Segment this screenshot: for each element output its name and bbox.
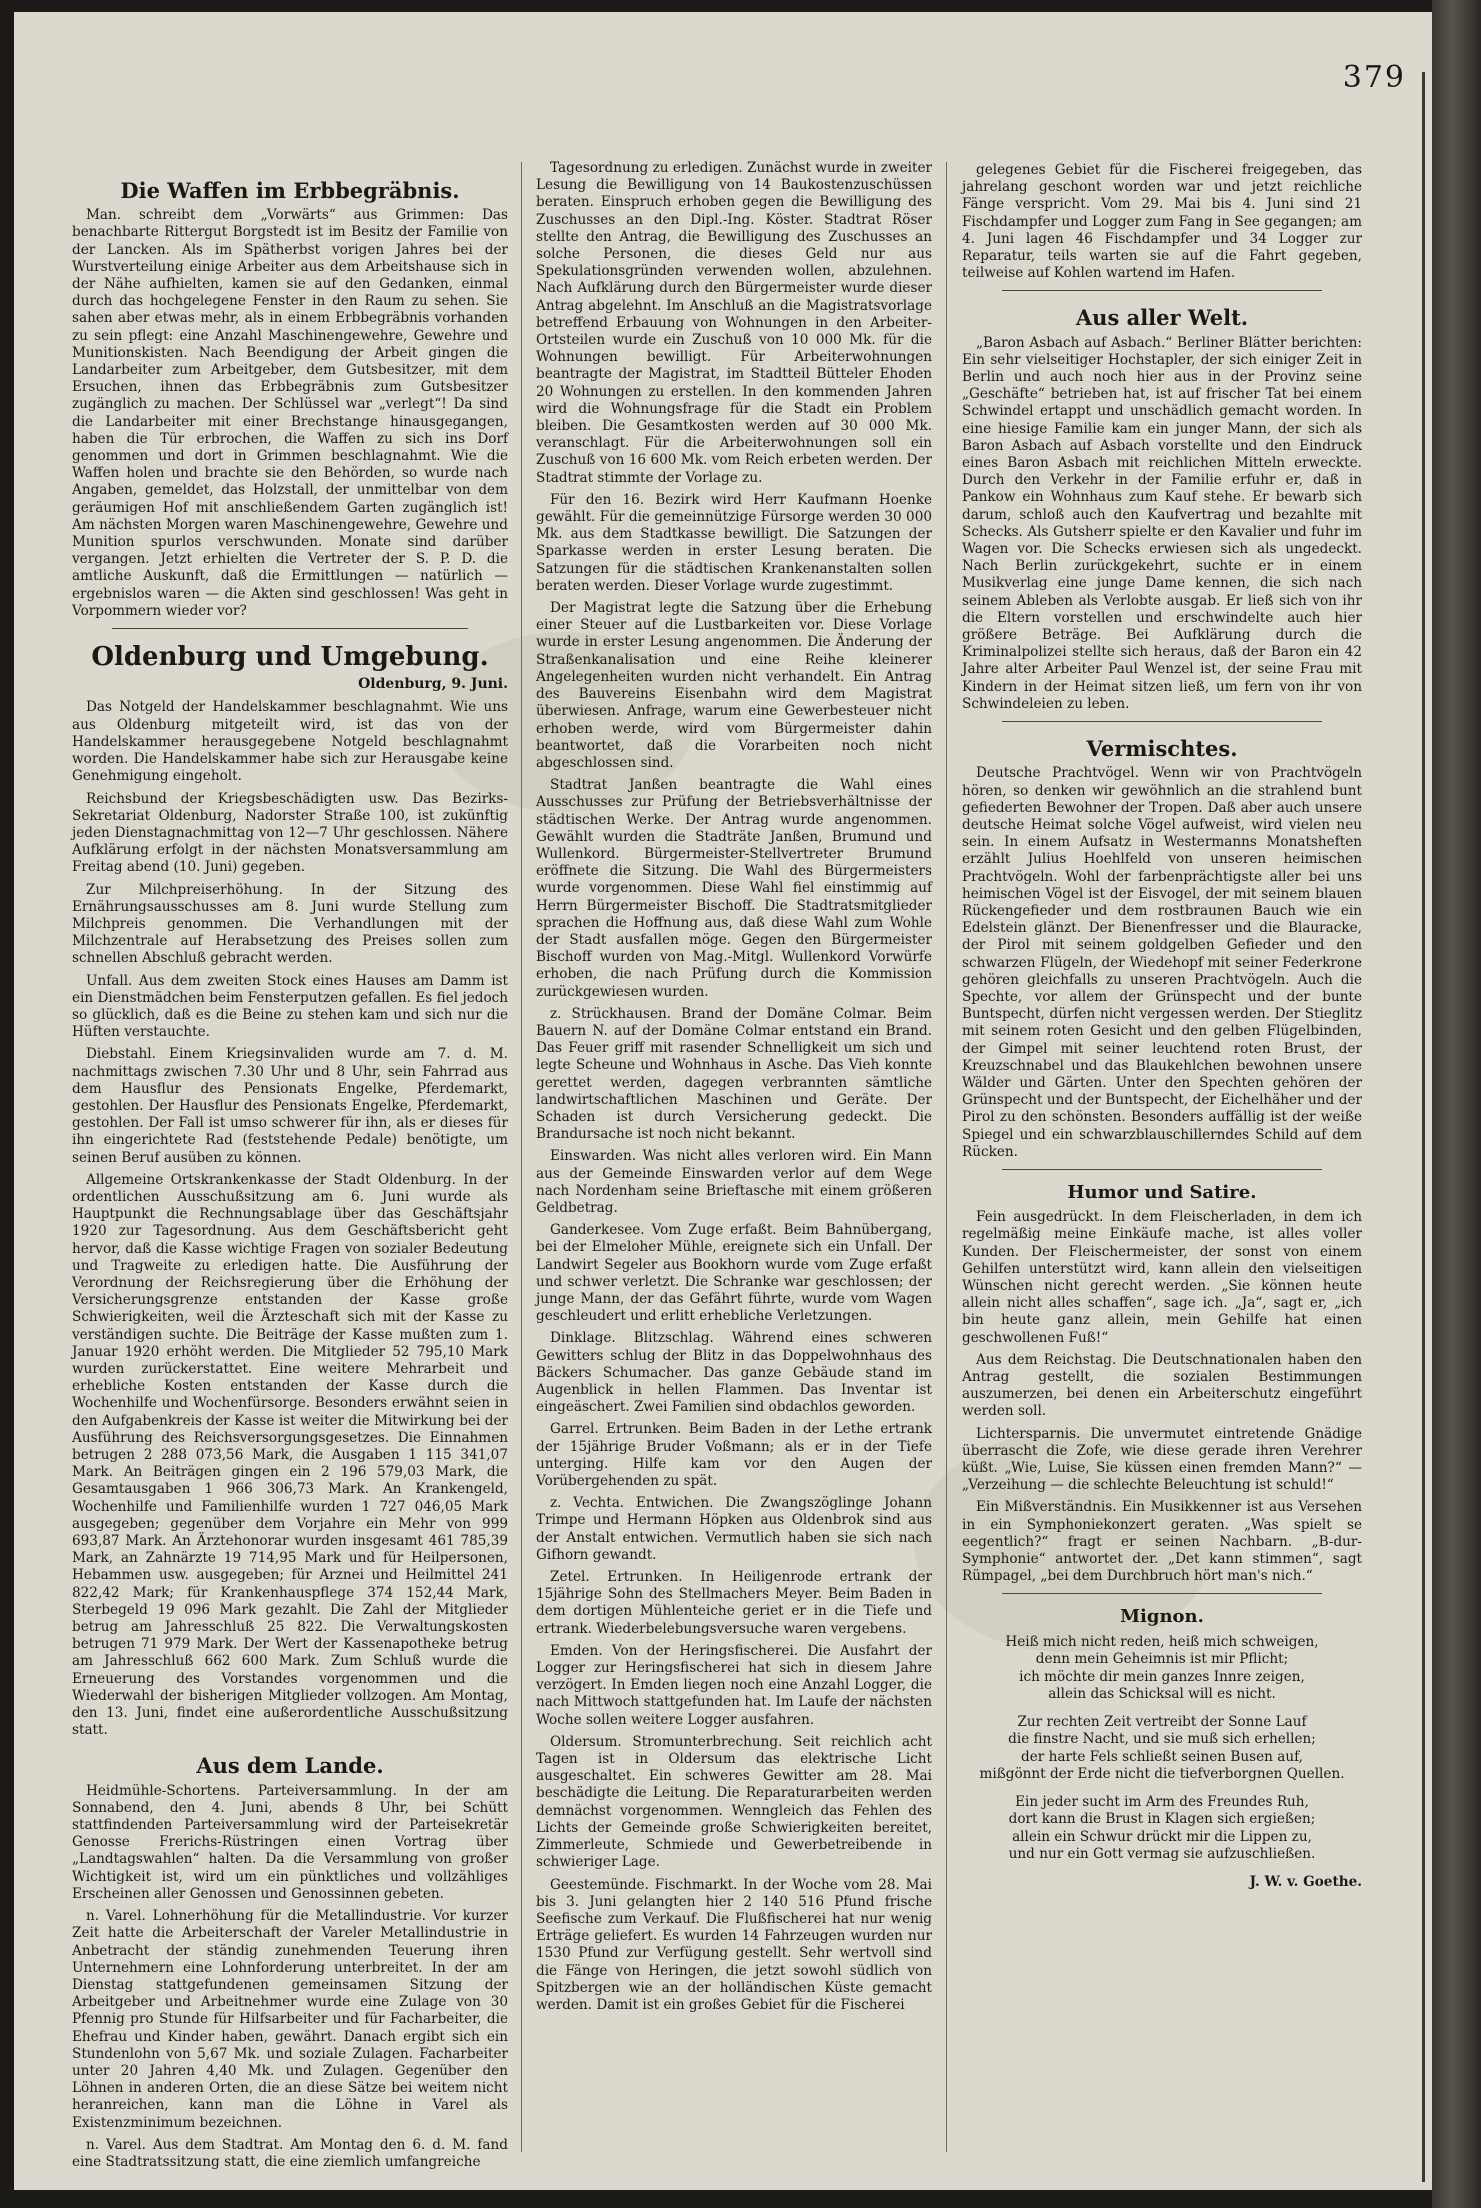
news-item: Reichsbund der Kriegsbeschädigten usw. Das Bezirks-Sekretariat Oldenburg, Nadorster Straße 100, ist zukünftig jeden Dienstagnachmittag von 12—7 Uhr geschlossen. Nähere Aufklärung erfolgt in der nächsten Monatsversammlung am Freitag abend (10. Juni) gegeben. bbox=[72, 790, 508, 876]
poem-title: Mignon. bbox=[1120, 1606, 1204, 1628]
poem-line: dort kann die Brust in Klagen sich ergießen; bbox=[1008, 1811, 1316, 1828]
news-item: Der Magistrat legte die Satzung über die Erhebung einer Steuer auf die Lustbarkeiten vor. Diese Vorlage wurde in erster Lesung angenommen. Die Änderung der Straßenkanalisation und eine Reihe kleinerer Angelegenheiten wurden nicht verhandelt. Ein Antrag des Bauvereins Eisenbahn wird dem Magistrat überwiesen. Anfrage, warum eine Gewerbesteuer nicht erhoben werde, wird vom Bürgermeister dahin beantwortet, daß die Vorarbeiten noch nicht abgeschlossen sind. bbox=[536, 600, 932, 771]
news-item: Für den 16. Bezirk wird Herr Kaufmann Hoenke gewählt. Für die gemeinnützige Fürsorge werden 30 000 Mk. aus dem Stadtkasse bewilligt. Die Satzungen der Sparkasse werden in erster Lesung beraten. Die Satzungen für die städtischen Krankenanstalten sollen beraten werden. Dieser Vorlage wurde zugestimmt. bbox=[536, 491, 932, 594]
poem-line: und nur ein Gott vermag sie aufzuschließen. bbox=[1008, 1846, 1316, 1863]
article-body-waffen: Man. schreibt dem „Vorwärts“ aus Grimmen: Das benachbarte Rittergut Borgstedt ist im Besitz der Familie von der Lancken. Als im Spätherbst vorigen Jahres bei der Wurstverteilung einige Arbeiter aus dem Arbeitshause sich in der Nähe aufhielten, kamen sie auf den Gedanken, einmal durch das hochgelegene Fenster in den Raum zu sehen. Sie sahen aber etwas mehr, als in einem Erbbegräbnis vorhanden zu sein pflegt: eine Anzahl Maschinengewehre, Gewehre und Munitionskisten. Nach Beendigung der Arbeit gingen die Landarbeiter zum Arbeitgeber, dem Gutsbesitzer, mit dem Ersuchen, ihnen das Erbbegräbnis zum Gutsbesitzer zugänglich zu machen. Der Schlüssel war „verlegt“! Da sind die Landarbeiter mit einer Brechstange hinausgegangen, haben die Tür erbrochen, die Waffen zu sich ins Dorf genommen und dort in Grimmen beschlagnahmt. Wie die Waffen holen und brachte sie den Behörden, so wurde nach Angaben, gemeldet, das Holzstall, der unmittelbar von dem geräumigen Hof mit anschließendem Garten zugänglich ist! Am nächsten Morgen waren Maschinengewehre, Gewehre und Munition spurlos verschwunden. Monate sind darüber vergangen. Jetzt erhielten die Vertreter der S. P. D. die amtliche Auskunft, daß die Ermittlungen — natürlich — ergebnislos waren — die Akten sind geschlossen! Was geht in Vorpommern wieder vor? bbox=[72, 207, 508, 619]
poem-stanza bbox=[962, 1634, 1362, 1704]
news-item: Garrel. Ertrunken. Beim Baden in der Lethe ertrank der 15jährige Bruder Voßmann; als er in der Tiefe unterging. Hilfe kam vor den Augen der Vorübergehenden zu spät. bbox=[536, 1421, 932, 1490]
news-item: Oldersum. Stromunterbrechung. Seit reichlich acht Tagen ist in Oldersum das elektrische Licht ausgeschaltet. Ein schweres Gewitter am 28. Mai beschädigte die Leitung. Die Reparaturarbeiten werden demnächst vorgenommen. Wenngleich das Fehlen des Lichts der Gemeinde große Schwierigkeiten bereitet, Zimmerleute, Schmiede und Gewerbetreibende in schwieriger Lage. bbox=[536, 1733, 932, 1871]
news-item: Emden. Von der Heringsfischerei. Die Ausfahrt der Logger zur Heringsfischerei hat sich in diesem Jahre verzögert. In Emden liegen noch eine Anzahl Logger, die nach Mittwoch stattgefunden hat. Im Laufe der nächsten Woche sollen weitere Logger ausfahren. bbox=[536, 1642, 932, 1728]
section-title-oldenburg: Oldenburg und Umgebung. bbox=[91, 642, 489, 673]
news-item: Allgemeine Ortskrankenkasse der Stadt Oldenburg. In der ordentlichen Ausschußsitzung am 6. Juni wurde als Hauptpunkt die Rechnungsablage über das Geschäftsjahr 1920 zur Tagesordnung. Aus dem Geschäftsbericht geht hervor, daß die Kasse wichtige Fragen von sozialer Bedeutung und Tragweite zu erledigen hatte. Die Ausführung der Verordnung der Reichsregierung über die Erhöhung der Versicherungsgrenze entstanden der Kasse große Schwierigkeiten, weil die Ärzteschaft sich mit der Kasse zu verständigen suchte. Die Beiträge der Kasse mußten zum 1. Januar 1920 erhöht werden. Die Mitglieder 52 795,10 Mark wurden zurückerstattet. Eine weitere Mehrarbeit und erhebliche Kosten entstanden der Kasse durch die Wochenhilfe und Wochenfürsorge. Besonders erwähnt seien in den Aufgabenkreis der Kasse ist weiter die Mitwirkung bei der Ausführung des Reichsversorgungsgesetzes. Die Einnahmen betrugen 2 288 073,56 Mark, die Ausgaben 1 115 341,07 Mark. An Beiträgen gingen ein 2 196 579,03 Mark, die Gesamtausgaben 1 966 306,73 Mark. An Krankengeld, Wochenhilfe und Familienhilfe wurden 1 727 046,05 Mark ausgegeben; gegenüber dem Vorjahre ein Mehr von 999 693,87 Mark. An Ärztehonorar wurden insgesamt 461 785,39 Mark, an Zahnärzte 19 714,95 Mark und für Heilpersonen, Hebammen usw. ausgegeben; für Arznei und Heilmittel 241 822,42 Mark; für Krankenhauspflege 374 152,44 Mark, Sterbegeld 19 096 Mark gezahlt. Die Zahl der Mitglieder betrug am Jahresschluß 25 822. Die Verwaltungskosten betrugen 71 979 Mark. Der Wert der Kassenapotheke betrug am Jahresschluß 662 600 Mark. Zum Schluß wurde die Erneuerung des Vorstandes vorgenommen und die Wiederwahl der bisherigen Mitglieder vollzogen. Am Montag, den 13. Juni, findet eine außerordentliche Ausschußsitzung statt. bbox=[72, 1171, 508, 1739]
news-item: n. Varel. Lohnerhöhung für die Metallindustrie. Vor kurzer Zeit hatte die Arbeiterschaft der Vareler Metallindustrie in Anbetracht der ständig zunehmenden Teuerung ihren Unternehmern eine Lohnforderung unterbreitet. In der am Dienstag stattgefundenen gemeinsamen Sitzung der Arbeitgeber und Arbeitnehmer wurde eine Zulage von 30 Pfennig pro Stunde für Hilfsarbeiter und für Facharbeiter, die Ehefrau und Kinder haben, gewährt. Danach ergibt sich ein Stundenlohn von 5,67 Mk. und soziale Zulagen. Facharbeiter unter 20 Jahren 4,40 Mk. und Zulagen. Gegenüber den Löhnen in anderen Orten, die an diese Sätze bei weitem nicht heranreichen, kann man die Löhne in Varel als Existenzminimum bezeichnen. bbox=[72, 1908, 508, 2131]
newspaper-page bbox=[14, 12, 1432, 2190]
poem-line: denn mein Geheimnis ist mir Pflicht; bbox=[1035, 1651, 1289, 1668]
news-item: Zetel. Ertrunken. In Heiligenrode ertrank der 15jährige Sohn des Stellmachers Meyer. Beim Baden in dem dortigen Mühlenteiche geriet er in die Tiefe und ertrank. Wiederbelebungsversuche waren vergebens. bbox=[536, 1569, 932, 1637]
poem-stanza bbox=[962, 1714, 1362, 1784]
divider bbox=[1002, 721, 1322, 722]
binding-edge bbox=[1432, 0, 1481, 2208]
divider bbox=[1002, 1169, 1322, 1170]
news-item: Geestemünde. Fischmarkt. In der Woche vom 28. Mai bis 3. Juni gelangten hier 2 140 516 Pfund frische Seefische zum Verkauf. Die Flußfischerei hat nur wenig Erträge geliefert. Es wurden 14 Fahrzeugen wurden nur 1530 Pfund zur Verfügung gestellt. Sehr wertvoll sind die Fänge von Heringen, die jetzt sowohl südlich von Spitzbergen wie an der holländischen Küste gemacht werden. Damit ist ein großes Gebiet für die Fischerei bbox=[536, 1876, 932, 2013]
divider bbox=[1002, 290, 1322, 291]
article-body-welt: „Baron Asbach auf Asbach.“ Berliner Blätter berichten: Ein sehr vielseitiger Hochstapler, der sich einiger Zeit in Berlin und auch noch hier aus in der Provinz seine „Geschäfte“ betrieben hat, ist auf frischer Tat bei einem Schwindel ertappt und unschädlich gemacht worden. In eine hiesige Familie kam ein junger Mann, der sich als Baron Asbach auf Asbach vorstellte und den Eindruck eines Baron Asbach mit reichlichen Mitteln erweckte. Durch den Verkehr in der Familie erfuhr er, daß in Pankow ein Wohnhaus zum Kauf stehe. Er bewarb sich darum, schloß auch den Kaufvertrag und bezahlte mit Schecks. Als Gutsherr spielte er den Kavalier und fuhr im Wagen vor. Die Schecks erwiesen sich als ungedeckt. Nach Berlin zurückgekehrt, suchte er in einem Musikverlag eine junge Dame kennen, die sich nach seinem Ableben als Verlobte ausgab. Er ließ sich von ihr die Eltern vorstellen und erschwindelte auch hier größere Beträge. Bei Aufklärung durch die Kriminalpolizei stellte sich heraus, daß der Baron ein 42 Jahre alter Arbeiter Paul Wenzel ist, der seine Frau mit Kindern in der Heimat sitzen ließ, um fern von ihr von Schwindeleien zu leben. bbox=[962, 334, 1362, 712]
poem-line: Zur rechten Zeit vertreibt der Sonne Lauf bbox=[1017, 1713, 1307, 1730]
news-item: Stadtrat Janßen beantragte die Wahl eines Ausschusses zur Prüfung der Betriebsverhältnisse der städtischen Werke. Der Antrag wurde angenommen. Gewählt wurden die Stadträte Janßen, Brumund und Wullenkord. Bürgermeister-Stellvertreter Brumund eröffnete die Sitzung. Die Wahl des Bürgermeisters wurde vorgenommen. Diese Wahl fiel einstimmig auf Herrn Bürgermeister Bischoff. Die Stadtratsmitglieder sprachen die Hoffnung aus, daß diese Wahl zum Wohle der Stadt ausfallen möge. Gegen den Bürgermeister Bischoff wurden von Mag.-Mitgl. Wullenkord Vorwürfe erhoben, die nach Prüfung durch die Kommission zurückgewiesen wurden. bbox=[536, 777, 932, 1000]
section-title-humor: Humor und Satire. bbox=[1067, 1181, 1257, 1203]
news-item: z. Vechta. Entwichen. Die Zwangszöglinge Johann Trimpe und Hermann Höpken aus Oldenbrok sind aus der Anstalt entwichen. Vermutlich haben sie sich nach Gifhorn gewandt. bbox=[536, 1495, 932, 1563]
news-item: gelegenes Gebiet für die Fischerei freigegeben, das jahrelang geschont worden war und jetzt reichliche Fänge verspricht. Vom 29. Mai bis 4. Juni sind 21 Fischdampfer und Logger zum Fang in See gegangen; am 4. Juni lagen 46 Fischdampfer und 34 Logger zur Reparatur, teils warten sie auf die Fahrt gegeben, teilweise auf Kohlen wartend im Hafen. bbox=[962, 162, 1362, 282]
poem-line: der harte Fels schließt seinen Busen auf, bbox=[1021, 1748, 1303, 1765]
news-item: Diebstahl. Einem Kriegsinvaliden wurde am 7. d. M. nachmittags zwischen 7.30 Uhr und 8 Uhr, sein Fahrrad aus dem Hausflur des Pensionats Engelke, Pferdemarkt, gestohlen. Der Hausflur des Pensionats Engelke, Pferdemarkt, gestohlen. Der Fall ist umso schwerer für ihn, als er dieses für ihn eingerichtete Rad (feststehende Pedale) benötigte, um seinen Beruf ausüben zu können. bbox=[72, 1046, 508, 1166]
news-item: Einswarden. Was nicht alles verloren wird. Ein Mann aus der Gemeinde Einswarden verlor auf dem Wege nach Nordenham seine Brieftasche mit einem größeren Geldbetrag. bbox=[536, 1148, 932, 1216]
news-item: Ganderkesee. Vom Zuge erfaßt. Beim Bahnübergang, bei der Elmeloher Mühle, ereignete sich ein Unfall. Der Landwirt Segeler aus Bookhorn wurde vom Zuge erfaßt und schwer verletzt. Die Schranke war geschlossen; der junge Mann, der das Gefährt führte, wurde vom Wagen geschleudert und erlitt erhebliche Verletzungen. bbox=[536, 1222, 932, 1325]
poem-line: die finstre Nacht, und sie muß sich erhellen; bbox=[1008, 1731, 1316, 1748]
poem-line: ich möchte dir mein ganzes Innre zeigen, bbox=[1019, 1668, 1305, 1685]
poem-line: Heiß mich nicht reden, heiß mich schweigen, bbox=[1005, 1633, 1319, 1650]
news-item: Unfall. Aus dem zweiten Stock eines Hauses am Damm ist ein Dienstmädchen beim Fensterputzen gefallen. Es fiel jedoch so glücklich, daß es die Beine zu stehen kam und sich nur die Hüften verstauchte. bbox=[72, 972, 508, 1041]
poem-signature: J. W. v. Goethe. bbox=[1249, 1873, 1362, 1890]
poem-line: allein ein Schwur drückt mir die Lippen zu, bbox=[1012, 1828, 1312, 1845]
article-title-waffen: Die Waffen im Erbbegräbnis. bbox=[120, 178, 460, 203]
news-item: Dinklage. Blitzschlag. Während eines schweren Gewitters schlug der Blitz in das Doppelwohnhaus des Bäckers Schumacher. Das ganze Gebäude stand im Augenblick in hellen Flammen. Das Inventar ist eingeäschert. Zwei Familien sind obdachlos geworden. bbox=[536, 1330, 932, 1416]
divider bbox=[112, 628, 468, 629]
news-item: Tagesordnung zu erledigen. Zunächst wurde in zweiter Lesung die Bewilligung von 14 Baukostenzuschüssen beraten. Einspruch erhoben gegen die Bewilligung des Zuschusses an den Dipl.-Ing. Köster. Stadtrat Röser stellte den Antrag, die Bewilligung des Zuschusses an solche Personen, die dieses Geld nur aus Spekulationsgründen verwenden wollen, abzulehnen. Nach Aufklärung durch den Bürgermeister wurde dieser Antrag abgelehnt. Im Anschluß an die Magistratsvorlage betreffend Erbauung von Wohnungen in den Arbeiter-Ortsteilen wurde ein Zuschuß von 10 000 Mk. für die Wohnungen bewilligt. Für Arbeiterwohnungen beantragte der Magistrat, im Stadtteil Bütteler Ehoden 20 Wohnungen zu erstellen. In den kommenden Jahren wird die Wohnungsfrage für die Stadt ein Problem bleiben. Die Gesamtkosten werden auf 30 000 Mk. veranschlagt. Für die Arbeiterwohnungen soll ein Zuschuß von 16 600 Mk. vom Reich erbeten werden. Der Stadtrat stimmte der Vorlage zu. bbox=[536, 160, 932, 486]
poem-line: Ein jeder sucht im Arm des Freundes Ruh, bbox=[1015, 1793, 1309, 1810]
humor-item: Fein ausgedrückt. In dem Fleischerladen, in dem ich regelmäßig meine Einkäufe mache, ist alles voller Kunden. Der Fleischermeister, der sonst von einem Gehilfen unterstützt wird, kann allein den vielseitigen Wünschen nicht gerecht werden. „Sie können heute allein nicht alles schaffen“, sage ich. „Ja“, sagt er, „ich bin heute ganz allein, mein Gehilfe hat einen geschwollenen Fuß!“ bbox=[962, 1209, 1362, 1346]
page-edge-rule bbox=[1422, 72, 1425, 2182]
section-title-welt: Aus aller Welt. bbox=[1075, 305, 1249, 331]
poem-stanza bbox=[962, 1794, 1362, 1864]
news-item: n. Varel. Aus dem Stadtrat. Am Montag den 6. d. M. fand eine Stadtratssitzung statt, die eine ziemlich umfangreiche bbox=[72, 2136, 508, 2170]
column-separator bbox=[521, 162, 522, 2152]
news-item: Das Notgeld der Handelskammer beschlagnahmt. Wie uns aus Oldenburg mitgeteilt wird, ist das von der Handelskammer herausgegebene Notgeld beschlagnahmt worden. Die Handelskammer habe sich zur Herausgabe keine Genehmigung eingeholt. bbox=[72, 699, 508, 785]
divider bbox=[1002, 1593, 1322, 1594]
poem-line: mißgönnt der Erde nicht die tiefverborgnen Quellen. bbox=[979, 1766, 1345, 1783]
news-item: Heidmühle-Schortens. Parteiversammlung. In der am Sonnabend, den 4. Juni, abends 8 Uhr, bei Schütt stattfindenden Parteiversammlung wird der Parteisekretär Genosse Frerichs-Rüstringen einen Vortrag über „Landtagswahlen“ halten. Da die Versammlung von großer Wichtigkeit ist, wird um ein pünktliches und vollzähliges Erscheinen aller Genossen und Genossinnen gebeten. bbox=[72, 1782, 508, 1902]
dateline: Oldenburg, 9. Juni. bbox=[358, 676, 508, 693]
section-title-lande: Aus dem Lande. bbox=[196, 1753, 384, 1779]
page-number: 379 bbox=[1342, 60, 1406, 95]
column-left bbox=[72, 160, 508, 2176]
humor-item: Aus dem Reichstag. Die Deutschnationalen haben den Antrag gestellt, die sozialen Bestimmungen auszumerzen, bei denen ein Arbeiterschutz eingeführt werden soll. bbox=[962, 1351, 1362, 1420]
column-right bbox=[962, 162, 1362, 1891]
column-separator bbox=[946, 162, 947, 2152]
article-body-vermischtes: Deutsche Prachtvögel. Wenn wir von Prachtvögeln hören, so denken wir gewöhnlich an die strahlend bunt gefiederten Bewohner der Tropen. Daß aber auch unsere deutsche Heimat solche Vögel aufweist, wird vielen neu sein. In einem Aufsatz in Westermanns Monatsheften erzählt Julius Hoehlfeld von unseren heimischen Prachtvögeln. Wohl der farbenprächtigste aller bei uns heimischen Vögel ist der Eisvogel, der mit seinem blauen Rückengefieder und dem rostbraunen Bauch wie ein Edelstein glänzt. Der Bienenfresser und die Blauracke, der Pirol mit seinem goldgelben Gefieder und den schwarzen Flügeln, der Wiedehopf mit seiner Federkrone gehören gleichfalls zu unseren Prachtvögeln. Auch die Spechte, vor allem der Grünspecht und der bunte Buntspecht, dürfen nicht vergessen werden. Der Stieglitz mit seinem roten Gesicht und den gelben Flügelbinden, der Gimpel mit seiner leuchtend roten Brust, der Kreuzschnabel und das Blaukehlchen bewohnen unsere Wälder und Gärten. Unter den Spechten gehören der Grünspecht und der Buntspecht, der Eichelhäher und der Pirol zu den schönsten. Besonders auffällig ist der weiße Spiegel und ein schwarzblauschillerndes Schild auf dem Rücken. bbox=[962, 765, 1362, 1160]
poem-line: allein das Schicksal will es nicht. bbox=[1048, 1686, 1276, 1703]
humor-item: Lichtersparnis. Die unvermutet eintretende Gnädige überrascht die Zofe, wie diese gerade ihren Verehrer küßt. „Wie, Luise, Sie küssen einen fremden Mann?“ — „Verzeihung — die schlechte Beleuchtung ist schuld!“ bbox=[962, 1425, 1362, 1494]
section-title-vermischtes: Vermischtes. bbox=[1086, 736, 1238, 762]
column-middle bbox=[536, 160, 932, 2019]
news-item: z. Strückhausen. Brand der Domäne Colmar. Beim Bauern N. auf der Domäne Colmar entstand ein Brand. Das Feuer griff mit rasender Schnelligkeit um sich und legte Scheune und Wohnhaus in Asche. Das Vieh konnte gerettet werden, dagegen verbrannten sämtliche landwirtschaftlichen Maschinen und Geräte. Der Schaden ist durch Versicherung gedeckt. Die Brandursache ist noch nicht bekannt. bbox=[536, 1005, 932, 1143]
humor-item: Ein Mißverständnis. Ein Musikkenner ist aus Versehen in ein Symphoniekonzert geraten. „Was spielt se eegentlich?“ fragt er seinen Nachbarn. „B-dur-Symphonie“ antwortet der. „Det kann stimmen“, sagt Rümpagel, „bei dem Durchbruch hört man's nich.“ bbox=[962, 1499, 1362, 1585]
news-item: Zur Milchpreiserhöhung. In der Sitzung des Ernährungsausschusses am 8. Juni wurde Stellung zum Milchpreis genommen. Die Verhandlungen mit der Milchzentrale auf Herabsetzung des Preises sollen zum schnellen Abschluß gebracht werden. bbox=[72, 881, 508, 967]
